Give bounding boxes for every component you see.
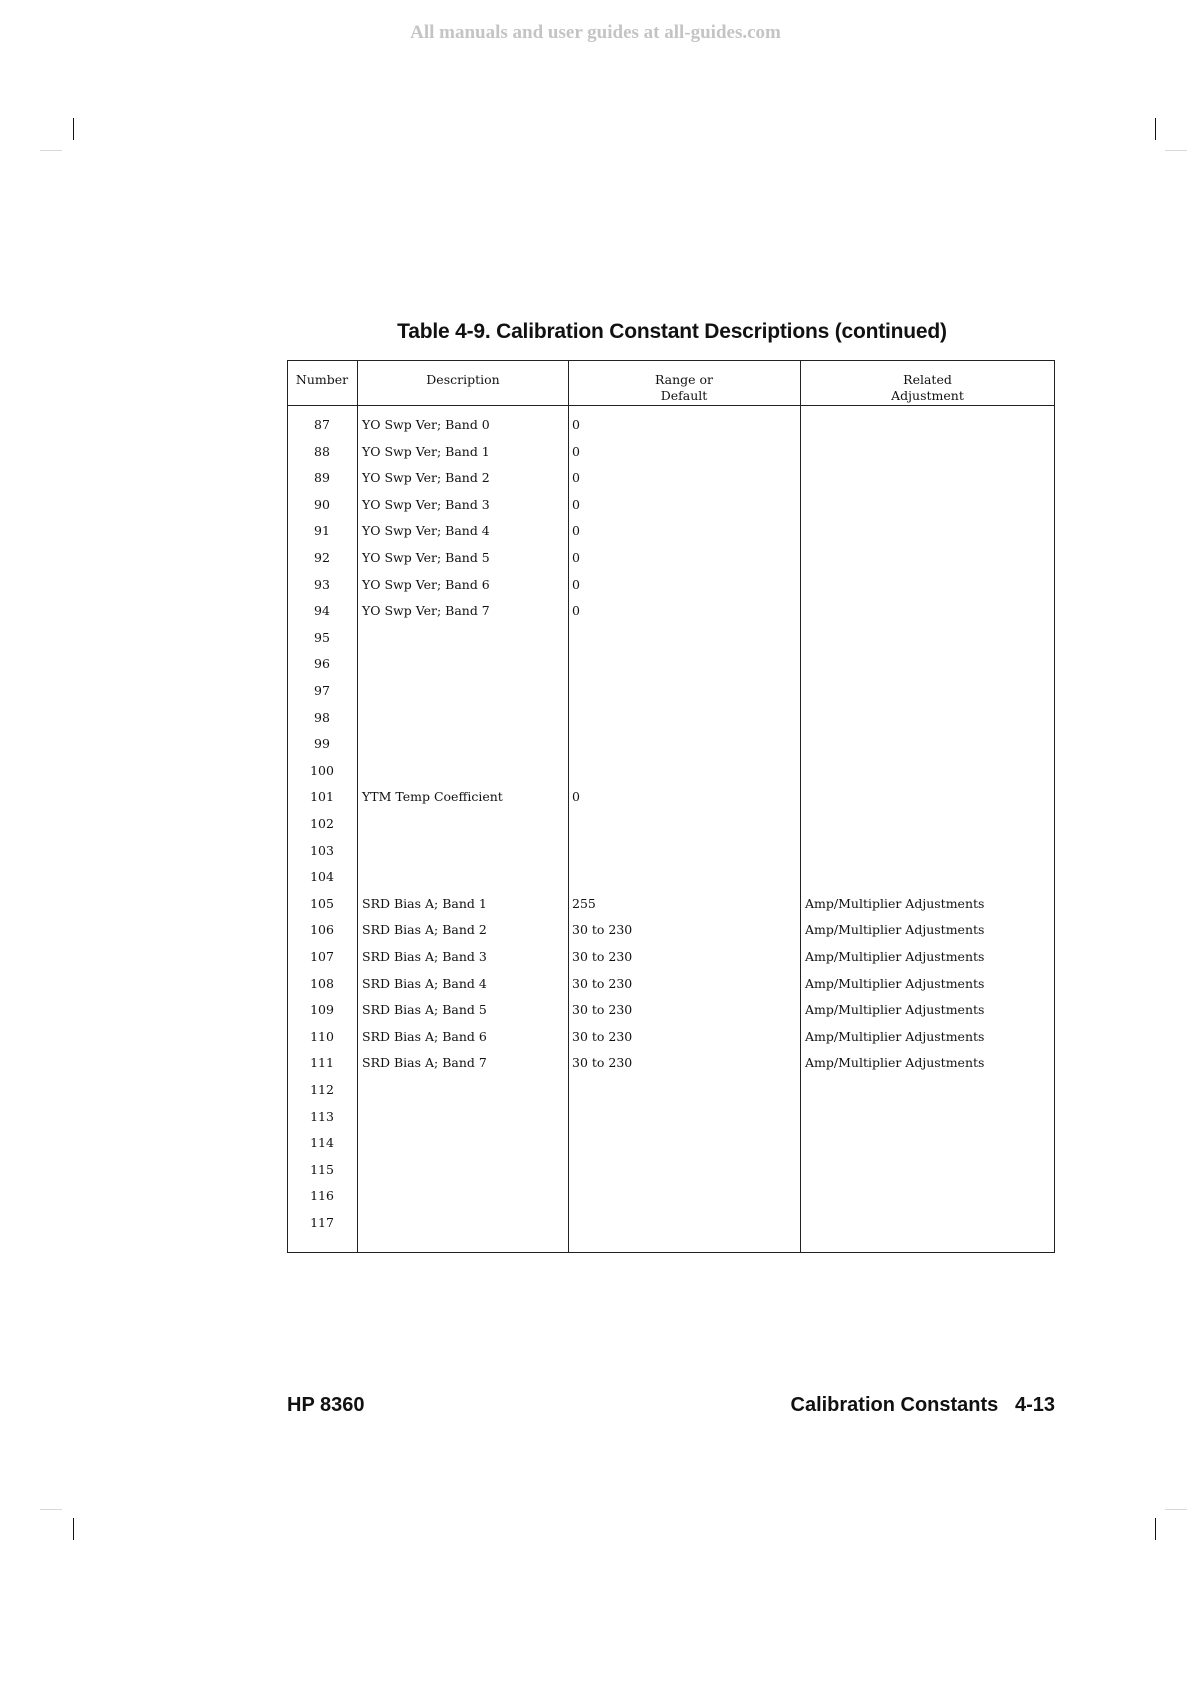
row-description: YO Swp Ver; Band 1 [362,443,490,459]
row-range: 30 to 230 [572,922,633,938]
table-row [288,623,1054,650]
row-range: 0 [572,523,580,539]
row-adjustment: Amp/Multiplier Adjustments [805,949,985,964]
table-row [288,1181,1054,1208]
row-range: 30 to 230 [572,949,633,964]
table-row [288,1022,1054,1049]
row-description: YO Swp Ver; Band 7 [362,603,490,619]
crop-mark [40,150,62,151]
row-number: 113 [310,1108,334,1124]
footer-section-page: Calibration Constants 4-13 [790,1394,1055,1416]
row-number: 91 [314,523,330,539]
table-row [288,570,1054,597]
table-row [288,1155,1054,1182]
row-number: 99 [314,736,330,752]
row-number: 96 [314,656,330,672]
table-row [288,1075,1054,1102]
row-description: YO Swp Ver; Band 6 [362,576,490,592]
row-number: 112 [310,1082,334,1097]
row-range: 0 [572,470,580,486]
row-number: 102 [310,816,334,831]
row-range: 30 to 230 [572,1055,633,1071]
row-number: 103 [310,842,334,858]
row-description: YTM Temp Coefficient [362,789,503,805]
crop-mark [73,118,74,140]
crop-mark [40,1509,62,1510]
row-number: 107 [310,949,334,964]
header-number-label: Number [295,372,349,387]
row-description: YO Swp Ver; Band 4 [362,523,490,539]
header-adjustment-line1: Related [903,372,952,387]
row-adjustment: Amp/Multiplier Adjustments [805,1002,985,1018]
row-number: 101 [310,789,334,805]
row-number: 106 [310,922,334,938]
table-row [288,782,1054,809]
table-row [288,889,1054,916]
table-row [288,836,1054,863]
row-number: 108 [310,975,334,991]
crop-mark [1165,150,1187,151]
row-number: 88 [314,443,330,459]
row-description: YO Swp Ver; Band 5 [362,550,490,565]
table-title: Table 4-9. Calibration Constant Descriptions (continued) [397,320,947,343]
row-description: SRD Bias A; Band 3 [362,949,487,964]
table-row [288,490,1054,517]
row-number: 93 [314,576,330,592]
table-row [288,516,1054,543]
crop-mark [73,1518,74,1540]
header-range-line1: Range or [654,372,714,387]
row-number: 117 [310,1215,334,1230]
row-range: 0 [572,417,580,432]
table-row [288,463,1054,490]
row-description: SRD Bias A; Band 6 [362,1028,487,1044]
header-range-line2: Default [660,388,708,403]
calibration-table [287,360,1055,1253]
table-row [288,1102,1054,1129]
crop-mark [1165,1509,1187,1510]
header-adjustment [801,372,1054,404]
row-range: 0 [572,603,580,619]
row-number: 115 [310,1161,334,1177]
row-range: 30 to 230 [572,1028,633,1044]
row-range: 0 [572,789,580,805]
row-number: 116 [310,1188,334,1204]
table-row [288,410,1054,437]
row-description: SRD Bias A; Band 4 [362,975,487,991]
table-row [288,1048,1054,1075]
row-number: 110 [310,1028,334,1044]
table-row [288,995,1054,1022]
row-range: 0 [572,443,580,459]
row-number: 105 [310,895,334,911]
row-description: SRD Bias A; Band 2 [362,922,487,938]
table-row [288,649,1054,676]
row-adjustment: Amp/Multiplier Adjustments [805,922,985,938]
table-row [288,437,1054,464]
table-row [288,1128,1054,1155]
table-row [288,703,1054,730]
row-number: 90 [314,496,330,512]
table-row [288,915,1054,942]
row-range: 30 to 230 [572,975,633,991]
row-number: 92 [314,550,330,565]
table-row [288,1208,1054,1235]
row-adjustment: Amp/Multiplier Adjustments [805,975,985,991]
row-adjustment: Amp/Multiplier Adjustments [805,895,985,911]
header-description-label: Description [426,372,500,387]
crop-mark [1155,1518,1156,1540]
row-adjustment: Amp/Multiplier Adjustments [805,1055,985,1071]
crop-mark [1155,118,1156,140]
row-adjustment: Amp/Multiplier Adjustments [805,1028,985,1044]
table-row [288,596,1054,623]
table-row [288,942,1054,969]
table-row [288,756,1054,783]
row-number: 104 [310,869,334,885]
row-description: YO Swp Ver; Band 3 [362,496,490,512]
row-number: 95 [314,629,330,645]
header-range [568,372,800,404]
row-number: 98 [314,709,330,725]
row-range: 0 [572,550,580,565]
table-header [288,361,1054,406]
table-row [288,543,1054,570]
row-description: YO Swp Ver; Band 2 [362,470,490,486]
row-description: SRD Bias A; Band 5 [362,1002,487,1018]
watermark: All manuals and user guides at all-guides.com [410,22,781,43]
row-number: 89 [314,470,330,486]
row-range: 30 to 230 [572,1002,633,1018]
row-number: 94 [314,603,330,619]
footer-product: HP 8360 [287,1394,365,1416]
row-number: 97 [314,683,330,698]
row-number: 100 [310,762,334,778]
header-adjustment-line2: Adjustment [891,388,964,403]
header-number [288,372,356,388]
header-description [358,372,568,388]
row-number: 109 [310,1002,334,1018]
table-row [288,676,1054,703]
row-number: 111 [310,1055,334,1071]
row-range: 0 [572,496,580,512]
row-description: SRD Bias A; Band 1 [362,895,487,911]
table-row [288,729,1054,756]
row-range: 0 [572,576,580,592]
row-number: 114 [310,1135,334,1151]
row-number: 87 [314,417,330,432]
table-row [288,809,1054,836]
row-range: 255 [572,895,596,911]
row-description: YO Swp Ver; Band 0 [362,417,490,432]
table-row [288,969,1054,996]
row-description: SRD Bias A; Band 7 [362,1055,487,1071]
table-row [288,862,1054,889]
